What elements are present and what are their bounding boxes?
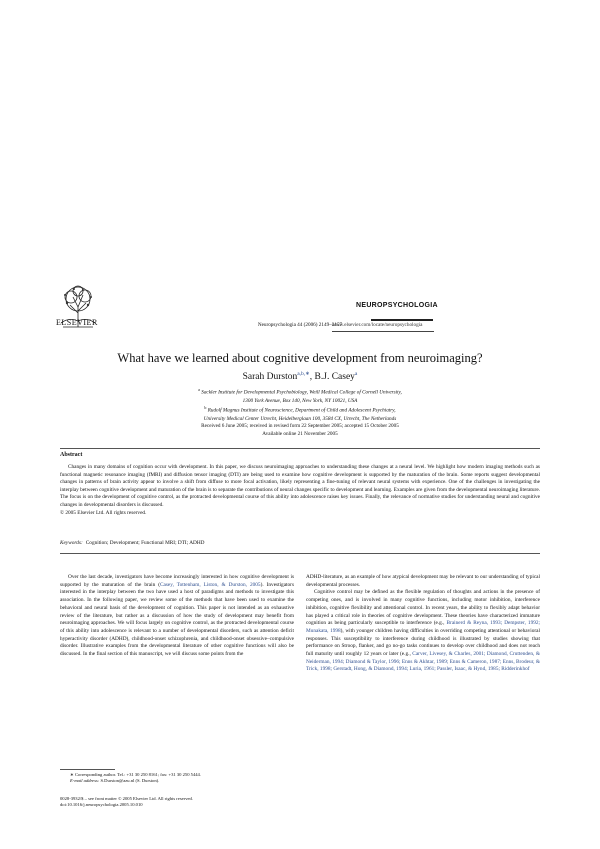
body-column-right xyxy=(306,574,540,674)
issn-note xyxy=(60,796,193,809)
citation-link[interactable]: Brainerd & Reyna, 1993; Dempster, 1992; Munakata, 1998 xyxy=(306,620,541,634)
email-address[interactable]: S.Durston@azu.nl (S. Durston). xyxy=(100,778,160,784)
author-list xyxy=(0,371,600,382)
author-name: Sarah Durston xyxy=(242,372,298,383)
issn-line: 0028-3932/$ – see front matter © 2005 Elsevier Ltd. All rights reserved. xyxy=(60,796,193,801)
abstract-body: Changes in many domains of cognition occur with development. In this paper, we discuss neuroimaging approaches to understanding these changes at a neural level. We highlight how modern imaging methods such as functional magnetic resonance imaging (fMRI) and diffusion tensor imaging (DTI) are being used to examine how cognitive development is supported by the maturation of the brain. Some reports suggest developmental changes in patterns of brain activity appear to involve a shift from diffuse to more focal activation, likely representing a fine-tuning of relevant neural systems with experience. One of the challenges in investigating the interplay between cognitive development and maturation of the brain is to separate the contributions of neural changes specific to development and learning. Examples are given from the developmental neuroimaging literature. The focus is on the development of cognitive control, as the protracted developmental course of this ability into adolescence raises key issues. Finally, the relevance of normative studies for understanding neural and cognitive changes in developmental disorders is discussed. © 2005 Elsevier Ltd. All rights reserved. xyxy=(60,464,540,516)
author-name: B.J. Casey xyxy=(314,372,355,383)
publisher-name: ELSEVIER xyxy=(56,318,98,327)
author-affil-marker[interactable]: a xyxy=(354,371,358,377)
header-rule xyxy=(332,331,434,332)
body-column-left xyxy=(60,574,294,659)
abstract-copyright: © 2005 Elsevier Ltd. All rights reserved. xyxy=(60,509,147,516)
keywords-label: Keywords: xyxy=(60,540,83,546)
affiliation-a: $^a$ Sackler Institute for Developmental Psychobiology, Weill Medical College of Cornell University, 1300 York Avenue, Box 140, New York, NY 10021, USA xyxy=(198,387,402,404)
corresponding-author-note: ∗ Corresponding author. Tel.: +31 30 250 8161; fax: +31 30 250 5444. E-mail address: S.Durston@azu.nl (S. Durston). xyxy=(70,772,201,784)
body-paragraph: Cognitive control may be defined as the flexible regulation of thoughts and actions in the presence of competing ones, and is involved in many cognitive functions, including motor inhibition, interference inhibition, cognitive flexibility and attentional control. In recent years, the ability to flexibly adapt behavior has played a critical role in theories of cognitive development. These theories have characterized immature cognition as being particularly susceptible to interference (e.g., Brainerd & Reyna, 1993; Dempster, 1992; Munakata, 1998), with younger children having difficulties in overriding competing attentional or behavioral responses. This susceptibility to interference during childhood is illustrated by studies showing that performance on Stroop, flanker, and go no-go tasks continues to develop over childhood and does not reach full maturity until roughly 12 years or later (e.g., Carver, Livesey, & Charles, 2001; Diamond, Cruttenden, & Neiderman, 1994; Diamond & Taylor, 1996; Enns & Akhtar, 1989; Enns & Cameron, 1987; Enns, Brodeur, & Trick, 1998; Gerstadt, Hong, & Diamond, 1994; Luria, 1961; Passler, Isaac, & Hynd, 1985; Ridderinkhof xyxy=(306,589,541,673)
body-paragraph: ADHD-literature, as an example of how atypical development may be relevant to our understanding of typical developmental processes. xyxy=(306,574,540,588)
article-dates xyxy=(0,422,600,438)
keywords-list: Cognition; Development; Functional MRI; DTI; ADHD xyxy=(85,540,205,546)
citation-link[interactable]: Casey, Tottenham, Liston, & Durston, 2005 xyxy=(159,581,261,588)
affiliation-b: $^b$ Rudolf Magnus Institute of Neuroscience, Department of Child and Adolescent Psychiatry, University Medical Center Utrecht, Heidelberglaan 100, 3584 CX, Utrecht, The Netherlands xyxy=(203,405,397,422)
citation-link[interactable]: Carver, Livesey, & Charles, 2001; Diamond, Cruttenden, & Neiderman, 1994; Diamond & Taylor, 1996; Enns & Akhtar, 1989; Enns & Cameron, 1987; Enns, Brodeur, & Trick, 1998; Gerstadt, Hong, & Diamond, 1994; Luria, 1961; Passler, Isaac, & Hynd, 1985; Ridderinkhof xyxy=(306,651,540,673)
abstract-top-rule xyxy=(60,448,540,449)
author-separator: , xyxy=(309,372,315,383)
journal-rule xyxy=(371,319,433,321)
body-paragraph: Over the last decade, investigators have become increasingly interested in how cognitive development is supported by the maturation of the brain (Casey, Tottenham, Liston, & Durston, 2005). Investigators interested in the interplay between the two have used a host of paradigms and methods to investigate this association. In the following paper, we review some of the methods that have been used to examine the behavioral and neural basis of the development of cognition. This paper is not intended as an exhaustive review of the literature, but rather as a discussion of how the study of development may benefit from neuroimaging approaches. We will focus largely on cognitive control, as the protracted developmental course of this ability into adolescence is relevant to a number of developmental disorders, such as attention deficit hyperactivity disorder (ADHD), childhood-onset schizophrenia, and childhood-onset obsessive–compulsive disorder. Illustrative examples from the developmental literature of other cognitive functions will also be discussed. In the final section of this manuscript, we will discuss some points from the xyxy=(60,574,295,658)
abstract-heading: Abstract xyxy=(60,452,83,458)
journal-url[interactable]: www.elsevier.com/locate/neuropsychologia xyxy=(332,322,423,328)
email-label: E-mail address: xyxy=(70,778,100,784)
journal-name: NEUROPSYCHOLOGIA xyxy=(356,302,438,309)
received-date: Received 6 June 2005; received in revised form 22 September 2005; accepted 15 October 2005 xyxy=(201,423,399,429)
author-affil-marker[interactable]: a,b,∗ xyxy=(297,371,310,377)
keywords xyxy=(60,540,205,546)
footnote-rule xyxy=(60,769,115,770)
online-date: Available online 21 November 2005 xyxy=(262,431,338,437)
article-title: What have we learned about cognitive development from neuroimaging? xyxy=(117,351,483,365)
abstract-bottom-rule xyxy=(60,553,540,554)
journal-reference: Neuropsychologia 44 (2006) 2149–2157 xyxy=(257,322,343,328)
doi-line[interactable]: doi:10.1016/j.neuropsychologia.2005.10.010 xyxy=(60,802,143,808)
